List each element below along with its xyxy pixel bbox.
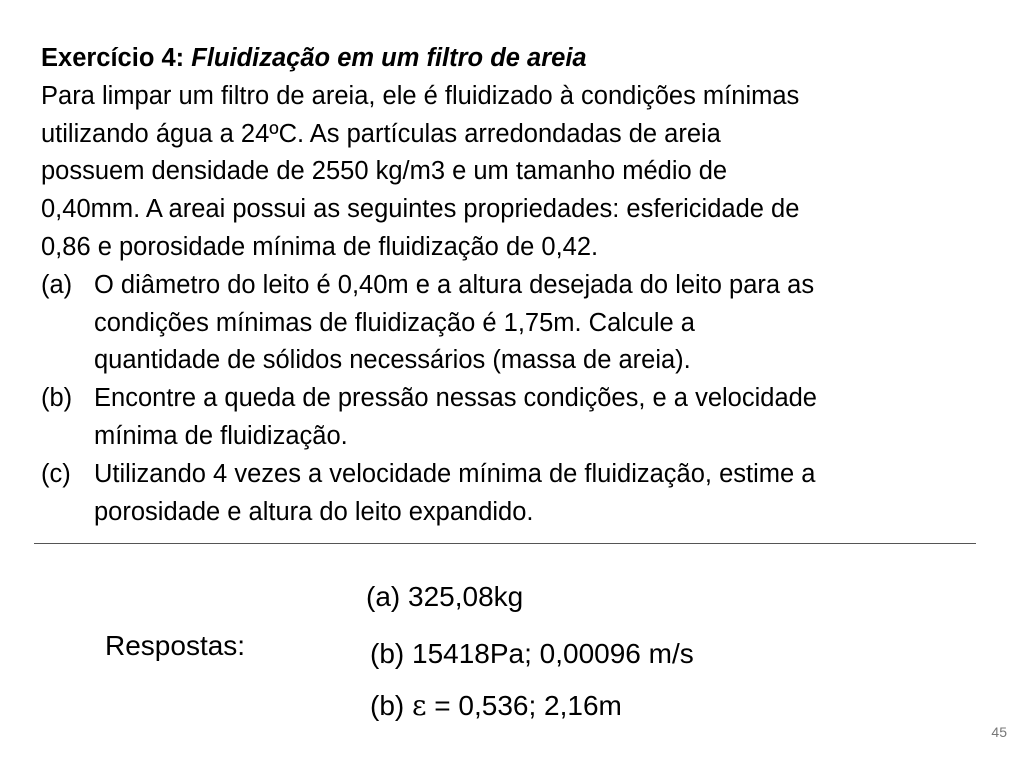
question-line: mínima de fluidização. <box>94 421 348 450</box>
question-item-c <box>41 456 991 532</box>
exercise-title-label: Exercício 4: <box>41 44 185 72</box>
question-line: porosidade e altura do leito expandido. <box>94 497 534 526</box>
question-line: Encontre a queda de pressão nessas condições, e a velocidade <box>94 384 817 413</box>
question-marker: (b) <box>41 384 73 413</box>
exercise-text-block <box>41 40 991 531</box>
intro-line: 0,86 e porosidade mínima de fluidização de 0,42. <box>41 232 599 261</box>
question-text <box>94 380 991 456</box>
exercise-title <box>41 40 991 78</box>
answer-c <box>370 690 622 722</box>
exercise-title-text: Fluidização em um filtro de areia <box>191 44 587 72</box>
page-number: 45 <box>991 724 1007 740</box>
question-line: quantidade de sólidos necessários (massa de areia). <box>94 346 691 375</box>
intro-line: Para limpar um filtro de areia, ele é fluidizado à condições mínimas <box>41 81 800 110</box>
question-text <box>94 456 991 532</box>
question-marker: (c) <box>41 459 71 488</box>
answer-c-value: = 0,536; 2,16m <box>426 690 622 721</box>
answers-label: Respostas: <box>105 630 246 661</box>
question-text <box>94 267 991 380</box>
question-line: condições mínimas de fluidização é 1,75m. Calcule a <box>94 308 695 337</box>
answer-b: (b) 15418Pa; 0,00096 m/s <box>370 638 694 669</box>
intro-line: 0,40mm. A areai possui as seguintes propriedades: esfericidade de <box>41 195 800 224</box>
question-line: Utilizando 4 vezes a velocidade mínima de fluidização, estime a <box>94 459 816 488</box>
question-line: O diâmetro do leito é 0,40m e a altura desejada do leito para as <box>94 270 815 299</box>
question-item-b <box>41 380 991 456</box>
exercise-intro <box>41 78 991 267</box>
question-marker: (a) <box>41 270 73 299</box>
intro-line: utilizando água a 24ºC. As partículas arredondadas de areia <box>41 119 721 148</box>
intro-line: possuem densidade de 2550 kg/m3 e um tamanho médio de <box>41 157 728 186</box>
answer-a: (a) 325,08kg <box>366 581 524 612</box>
epsilon-symbol: ε <box>412 689 427 722</box>
section-divider <box>34 543 976 544</box>
question-item-a <box>41 267 991 380</box>
answer-c-prefix: (b) <box>370 690 412 721</box>
